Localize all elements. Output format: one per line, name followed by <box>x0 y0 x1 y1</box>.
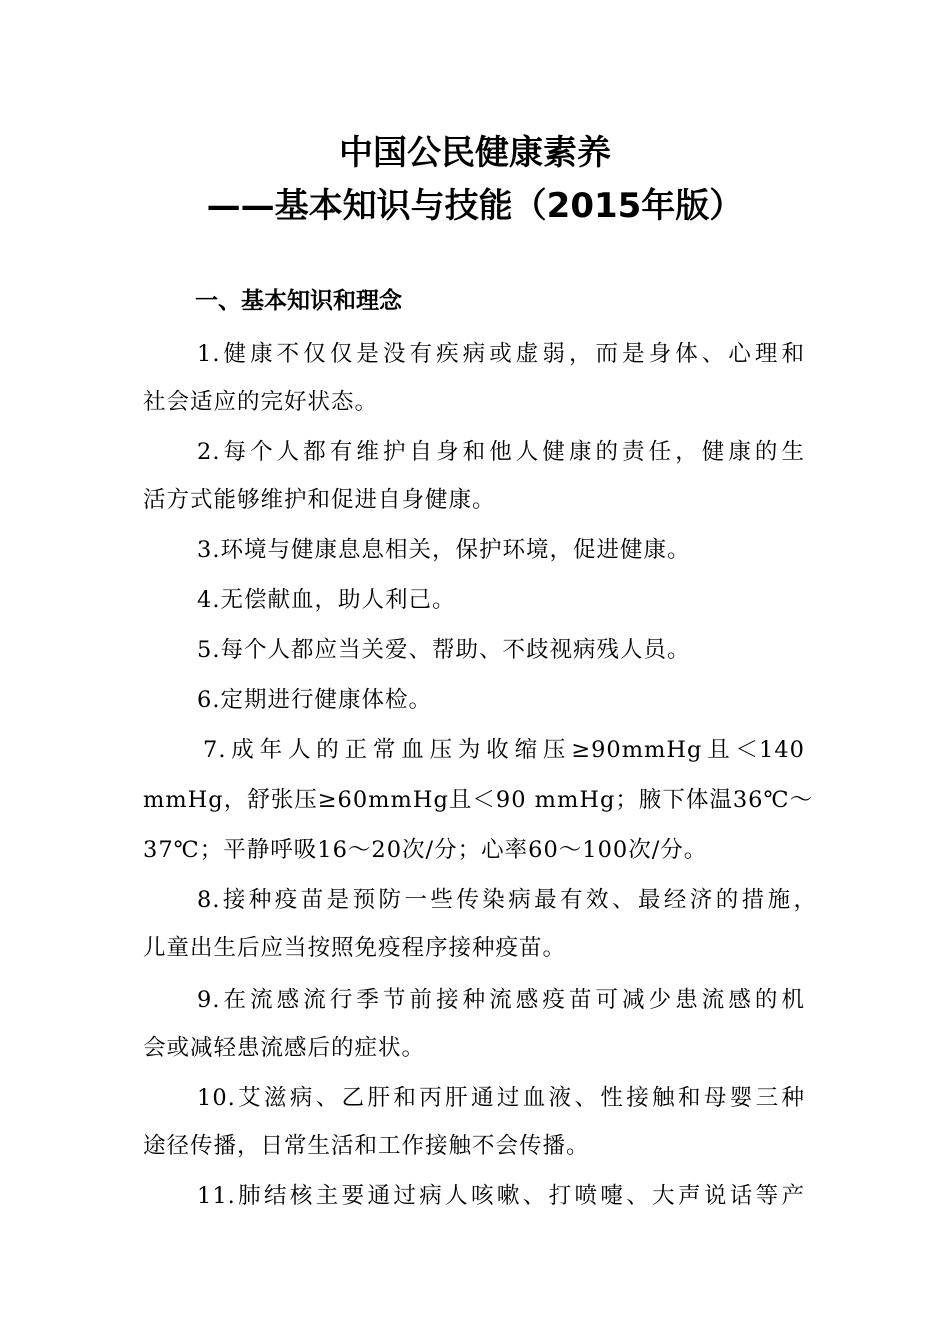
paragraph-line: 9.在流感流行季节前接种流感疫苗可减少患流感的机 <box>197 987 805 1013</box>
paragraph-line: 社会适应的完好状态。 <box>143 389 379 415</box>
paragraph-line: mmHg，舒张压≥60mmHg且＜90 mmHg；腋下体温36℃～ <box>143 787 814 813</box>
paragraph-line: 儿童出生后应当按照免疫程序接种疫苗。 <box>143 935 567 961</box>
paragraph-line: 2.每个人都有维护自身和他人健康的责任，健康的生 <box>197 439 805 465</box>
paragraph-line: 4.无偿献血，助人利己。 <box>197 587 456 613</box>
section-heading: 一、基本知识和理念 <box>195 288 402 314</box>
paragraph-line: 3.环境与健康息息相关，保护环境，促进健康。 <box>197 537 691 563</box>
paragraph-line: 5.每个人都应当关爱、帮助、不歧视病残人员。 <box>197 637 691 663</box>
paragraph-line: 6.定期进行健康体检。 <box>197 687 432 713</box>
paragraph-line: 7.成年人的正常血压为收缩压≥90mmHg且＜140 <box>203 737 805 763</box>
document-title-line-1: 中国公民健康素养 <box>339 133 611 173</box>
paragraph-line: 途径传播，日常生活和工作接触不会传播。 <box>143 1133 590 1159</box>
paragraph-line: 1.健康不仅仅是没有疾病或虚弱，而是身体、心理和 <box>197 341 805 367</box>
document-title-line-2: ——基本知识与技能（2015年版） <box>206 186 744 226</box>
paragraph-line: 活方式能够维护和促进自身健康。 <box>143 487 496 513</box>
paragraph-line: 8.接种疫苗是预防一些传染病最有效、最经济的措施， <box>197 887 817 913</box>
paragraph-line: 11.肺结核主要通过病人咳嗽、打喷嚏、大声说话等产 <box>197 1183 805 1209</box>
paragraph-line: 37℃；平静呼吸16～20次/分；心率60～100次/分。 <box>143 837 708 863</box>
paragraph-line: 10.艾滋病、乙肝和丙肝通过血液、性接触和母婴三种 <box>197 1085 805 1111</box>
paragraph-line: 会或减轻患流感后的症状。 <box>143 1035 426 1061</box>
